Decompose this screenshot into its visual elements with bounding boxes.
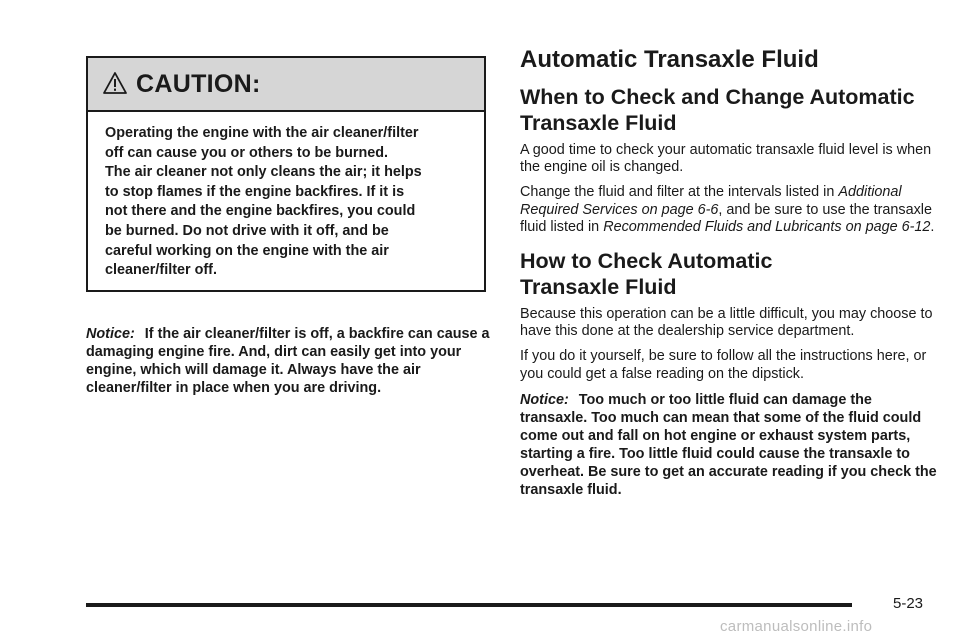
- caution-line: to stop flames if the engine backfires. If it is: [105, 183, 405, 200]
- subsection-title-line: Transaxle Fluid: [520, 275, 677, 300]
- caution-title: CAUTION:: [136, 69, 261, 98]
- subsection-title-line: How to Check Automatic: [520, 249, 773, 274]
- caution-line: The air cleaner not only cleans the air; it helps: [105, 164, 422, 181]
- notice-left: [86, 325, 490, 397]
- watermark: carmanualsonline.info: [720, 618, 873, 635]
- page-number: 5-23: [893, 595, 924, 612]
- notice-label: Notice:: [86, 326, 135, 343]
- text-run: Change the fluid and filter at the intervals listed in: [520, 184, 839, 201]
- caution-line: off can cause you or others to be burned.: [105, 144, 389, 161]
- notice-text: Too much or too little fluid can damage the transaxle. Too much can mean that some of the fluid could come out and fall on hot engine or exhaust system parts, starting a fire. Too little fluid could cause the transaxle to overheat. Be sure to get an accurate reading if you check the transaxle fluid.: [520, 391, 937, 498]
- caution-line: be burned. Do not drive with it off, and be: [105, 222, 389, 239]
- subsection-title-line: When to Check and Change Automatic: [520, 85, 915, 109]
- notice-right: [520, 391, 940, 499]
- subsection-title-how: [520, 248, 940, 300]
- subsection-title-when: [520, 84, 940, 136]
- caution-text: [88, 112, 484, 281]
- caution-line: Operating the engine with the air cleaner/filter: [105, 125, 419, 141]
- caution-line: not there and the engine backfires, you could: [105, 203, 416, 220]
- caution-header: [88, 58, 484, 112]
- footer-rule: [86, 603, 852, 607]
- caution-line: cleaner/filter off.: [105, 262, 217, 279]
- caution-box: [86, 56, 486, 292]
- section-title: Automatic Transaxle Fluid: [520, 46, 819, 73]
- text-run: , and be sure to use the transaxle fluid listed in: [520, 201, 933, 235]
- subsection-title-line: Transaxle Fluid: [520, 111, 677, 135]
- notice-text: If the air cleaner/filter is off, a backfire can cause a damaging engine fire. And, dirt can easily get into your engine, which will damage it. Always have the air cleaner/filter in place when you are driving.: [86, 326, 490, 397]
- reference-recommended-fluids[interactable]: Recommended Fluids and Lubricants on page 6-12: [603, 218, 931, 235]
- paragraph: A good time to check your automatic transaxle fluid level is when the engine oil is changed.: [520, 142, 932, 176]
- paragraph: If you do it yourself, be sure to follow all the instructions here, or you could get a false reading on the dipstick.: [520, 348, 927, 382]
- paragraph: Because this operation can be a little difficult, you may choose to have this done at the dealership service department.: [520, 306, 933, 340]
- caution-line: careful working on the engine with the air: [105, 242, 389, 259]
- text-run: .: [930, 218, 935, 235]
- notice-label: Notice:: [520, 391, 569, 408]
- right-column: [520, 44, 940, 499]
- warning-triangle-icon: [102, 70, 128, 96]
- reference-additional-services[interactable]: Additional Required Services on page 6-6: [520, 184, 902, 218]
- paragraph-with-references: [520, 184, 940, 236]
